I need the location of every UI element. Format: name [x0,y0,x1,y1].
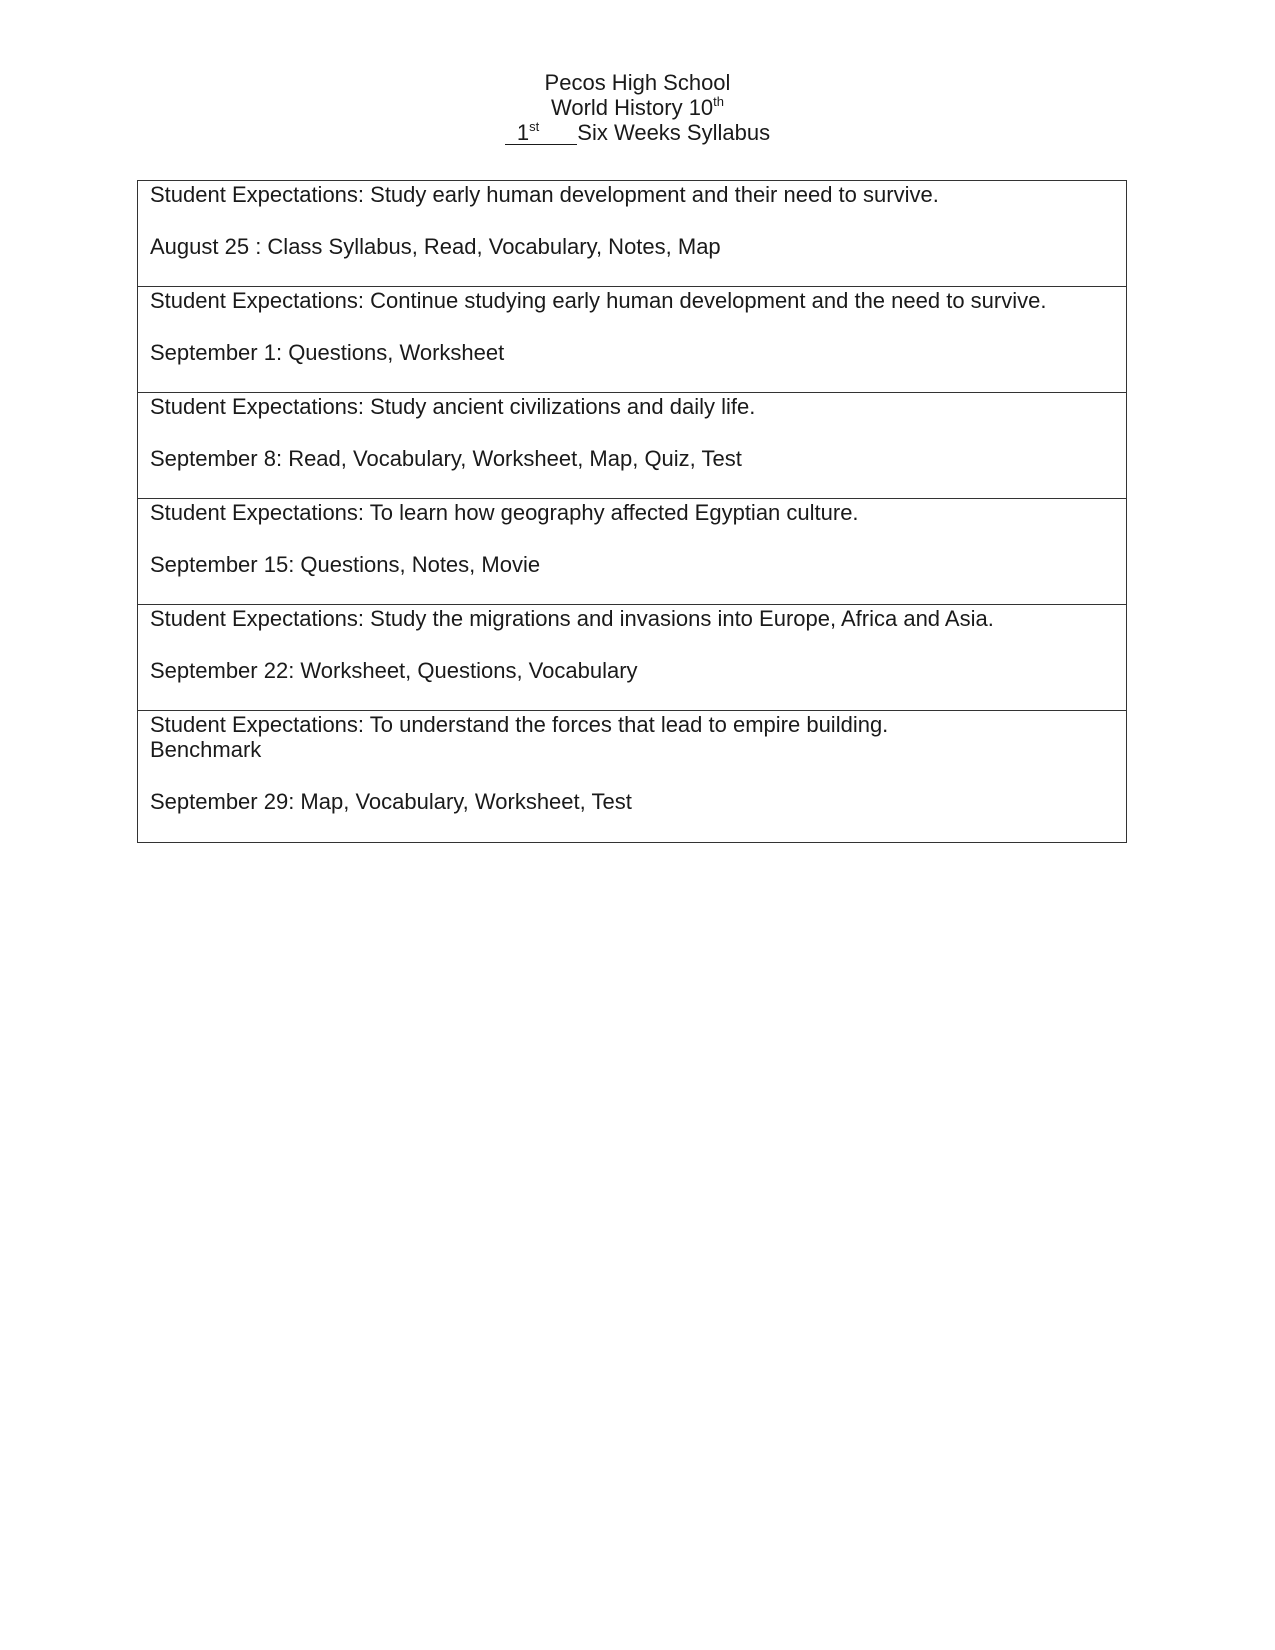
benchmark-note: Benchmark [150,737,262,762]
week-row [138,605,1126,711]
syllabus-label: Six Weeks Syllabus [577,120,771,145]
date-activities: September 8: Read, Vocabulary, Worksheet, Map, Quiz, Test [150,446,742,471]
course-name: World History 10 [550,95,714,120]
date-activities: September 29: Map, Vocabulary, Worksheet, Test [150,789,632,814]
course-title [0,95,1275,120]
expectation-text: Student Expectations: Study early human development and their need to survive. [150,182,939,207]
date-activities: September 15: Questions, Notes, Movie [150,552,541,577]
date-activities: September 22: Worksheet, Questions, Vocabulary [150,658,638,683]
period-blank [505,119,577,145]
week-row [138,499,1126,605]
expectation-text: Student Expectations: Study the migrations and invasions into Europe, Africa and Asia. [150,606,994,631]
syllabus-title [0,120,1275,145]
week-row [138,393,1126,499]
date-activities: September 1: Questions, Worksheet [150,340,505,365]
expectation-text: Student Expectations: To learn how geography affected Egyptian culture. [150,500,859,525]
expectation-text: Student Expectations: To understand the forces that lead to empire building. [150,712,889,737]
syllabus-table [137,180,1127,843]
week-row [138,287,1126,393]
period-suffix: st [529,119,540,134]
course-grade-suffix: th [713,94,725,109]
week-row [138,181,1126,287]
expectation-text: Student Expectations: Continue studying early human development and the need to survive. [150,288,1047,313]
period-number: 1 [516,120,530,145]
date-activities: August 25 : Class Syllabus, Read, Vocabulary, Notes, Map [150,234,721,259]
school-name: Pecos High School [544,70,731,95]
week-row [138,711,1126,842]
expectation-text: Student Expectations: Study ancient civilizations and daily life. [150,394,756,419]
document-header [0,70,1275,145]
